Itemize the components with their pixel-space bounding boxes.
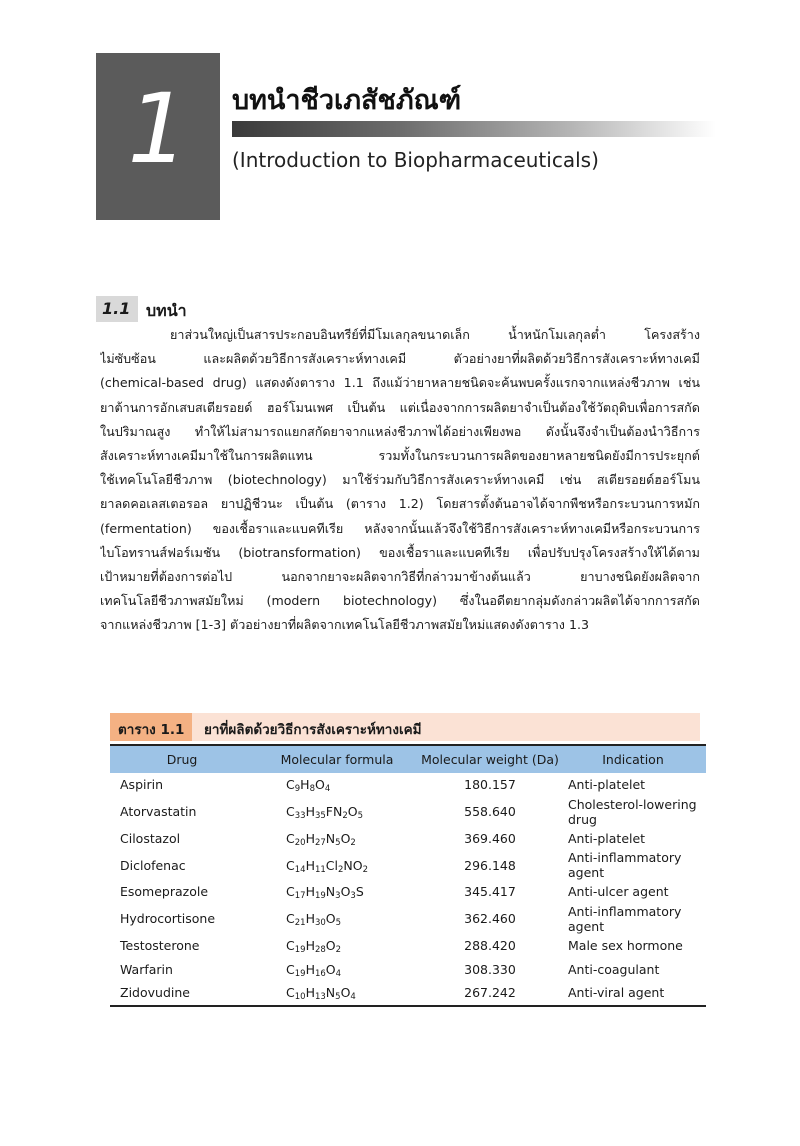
cell-formula: $C_{21}H_{30}O_5$	[286, 911, 342, 929]
body-line: ไบโอทรานส์ฟอร์เมชัน (biotransformation) ของเชื้อราและแบคทีเรีย เพื่อปรับปรุงโครงสร้างให้ได้ตาม	[100, 544, 700, 560]
body-line: เทคโนโลยีชีวภาพสมัยใหม่ (modern biotechnology) ซึ่งในอดีตยากลุ่มดังกล่าวผลิตได้จากการสกัด	[100, 593, 700, 609]
body-line: ยาส่วนใหญ่เป็นสารประกอบอินทรีย์ที่มีโมเลกุลขนาดเล็ก น้ำหนักโมเลกุลต่ำ โครงสร้าง	[170, 327, 700, 342]
table-row	[110, 934, 706, 958]
cell-indication: Cholesterol-lowering drug	[568, 796, 697, 827]
section-number-box	[96, 296, 138, 322]
body-line: ไม่ซับซ้อน และผลิตด้วยวิธีการสังเคราะห์ทางเคมี ตัวอย่างยาที่ผลิตด้วยวิธีการสังเคราะห์ทางเคมี	[100, 351, 700, 367]
table-row	[110, 773, 706, 797]
body-line: ยาลดคอเลสเตอรอล ยาปฏิชีวนะ เป็นต้น (ตาราง 1.2) โดยสารตั้งต้นอาจได้จากพืชหรือกระบวนการหมัก	[100, 496, 700, 512]
cell-formula: $C_{14}H_{11}Cl_2NO_2$	[286, 857, 369, 875]
cell-formula: $C_{19}H_{28}O_2$	[286, 938, 342, 956]
cell-drug: Zidovudine	[110, 981, 254, 1006]
chapter-title-english: (Introduction to Biopharmaceuticals)	[232, 148, 599, 172]
cell-drug: Cilostazol	[120, 830, 181, 846]
cell-weight: 308.330	[464, 961, 516, 977]
table-row	[110, 880, 706, 904]
cell-weight: 345.417	[464, 884, 516, 900]
table-caption-label-box	[110, 713, 192, 741]
cell-drug: Esomeprazole	[120, 884, 209, 900]
body-line: (fermentation) ของเชื้อราและแบคทีเรีย หลังจากนั้นแล้วจึงใช้วิธีการสังเคราะห์ทางเคมีหรือกระบวนการ	[100, 520, 700, 536]
cell-weight: 362.460	[464, 911, 516, 927]
section-heading	[96, 296, 700, 322]
table-caption-label: ตาราง 1.1	[118, 722, 185, 738]
header-drug: Drug	[110, 745, 254, 773]
table-caption-text: ยาที่ผลิตด้วยวิธีการสังเคราะห์ทางเคมี	[204, 722, 422, 738]
body-line: สังเคราะห์ทางเคมีมาใช้ในการผลิตแทน รวมทั้งในกระบวนการผลิตของยาหลายชนิดยังมีการประยุกต์	[100, 448, 700, 464]
header-indication: Indication	[560, 745, 706, 773]
chapter-number-box	[96, 53, 220, 220]
header-formula: Molecular formula	[254, 745, 420, 773]
cell-weight: 558.640	[464, 804, 516, 820]
cell-indication: Anti-platelet	[568, 830, 646, 846]
cell-formula: $C_{20}H_{27}N_5O_2$	[286, 830, 356, 848]
body-line: ในปริมาณสูง ทำให้ไม่สามารถแยกสกัดยาจากแหล่งชีวภาพได้อย่างเพียงพอ ดังนั้นจึงจำเป็นต้องนำวิธีการ	[100, 423, 700, 439]
body-line: ใช้เทคโนโลยีชีวภาพ (biotechnology) มาใช้ร่วมกับวิธีการสังเคราะห์ทางเคมี เช่น สเตียรอยด์ฮอร์โมน	[100, 472, 700, 488]
body-line: เป้าหมายที่ต้องการต่อไป นอกจากยาจะผลิตจากวิธีที่กล่าวมาข้างต้นแล้ว ยาบางชนิดยังผลิตจาก	[100, 569, 700, 585]
body-line: ยาต้านการอักเสบสเตียรอยด์ ฮอร์โมนเพศ เป็นต้น แต่เนื่องจากการผลิตยาจำเป็นต้องใช้วัตถุดิบเพื่อการสกัด	[100, 399, 700, 415]
section-number: 1.1	[102, 299, 131, 318]
cell-drug: Hydrocortisone	[120, 911, 216, 927]
chapter-title-thai: บทนำชีวเภสัชภัณฑ์	[232, 85, 462, 116]
cell-indication: Anti-inflammatory agent	[568, 850, 682, 881]
header-weight: Molecular weight (Da)	[420, 745, 560, 773]
cell-weight: 369.460	[464, 830, 516, 846]
table-row	[110, 957, 706, 981]
cell-drug: Testosterone	[120, 938, 200, 954]
title-gradient-bar	[232, 121, 716, 137]
body-paragraph	[100, 323, 700, 638]
cell-weight: 296.148	[464, 857, 516, 873]
cell-formula: $C_{19}H_{16}O_4$	[286, 961, 342, 979]
cell-indication: Anti-inflammatory agent	[568, 903, 682, 934]
cell-weight: 288.420	[464, 938, 516, 954]
table-header-row	[110, 745, 706, 773]
cell-formula: $C_{17}H_{19}N_3O_3S$	[286, 884, 364, 902]
body-line: จากแหล่งชีวภาพ [1-3] ตัวอย่างยาที่ผลิตจากเทคโนโลยีชีวภาพสมัยใหม่แสดงดังตาราง 1.3	[100, 617, 589, 633]
cell-drug: Diclofenac	[120, 857, 186, 873]
chapter-number: 1	[127, 73, 189, 185]
section-title: บทนำ	[146, 301, 187, 320]
table-row	[110, 904, 706, 934]
table-row	[110, 797, 706, 827]
cell-indication: Male sex hormone	[568, 938, 683, 954]
table-caption	[110, 713, 700, 741]
table-row	[110, 850, 706, 880]
table-row	[110, 827, 706, 851]
cell-indication: Anti-viral agent	[560, 981, 706, 1006]
body-line: (chemical-based drug) แสดงดังตาราง 1.1 ถึงแม้ว่ายาหลายชนิดจะค้นพบครั้งแรกจากแหล่งชีวภาพ เช่น	[100, 375, 700, 391]
cell-indication: Anti-platelet	[568, 777, 646, 793]
cell-drug: Warfarin	[120, 961, 173, 977]
drug-table	[110, 744, 706, 1007]
cell-weight: 180.157	[464, 777, 516, 793]
cell-indication: Anti-coagulant	[568, 961, 660, 977]
cell-drug: Aspirin	[120, 777, 164, 793]
cell-indication: Anti-ulcer agent	[568, 884, 669, 900]
cell-weight: 267.242	[420, 981, 560, 1006]
cell-formula: $C_9H_8O_4$	[286, 777, 331, 795]
table-row	[110, 981, 706, 1006]
cell-drug: Atorvastatin	[120, 804, 197, 820]
cell-formula: $C_{33}H_{35}FN_2O_5$	[286, 804, 364, 822]
cell-formula: $C_{10}H_{13}N_5O_4$	[254, 981, 420, 1006]
